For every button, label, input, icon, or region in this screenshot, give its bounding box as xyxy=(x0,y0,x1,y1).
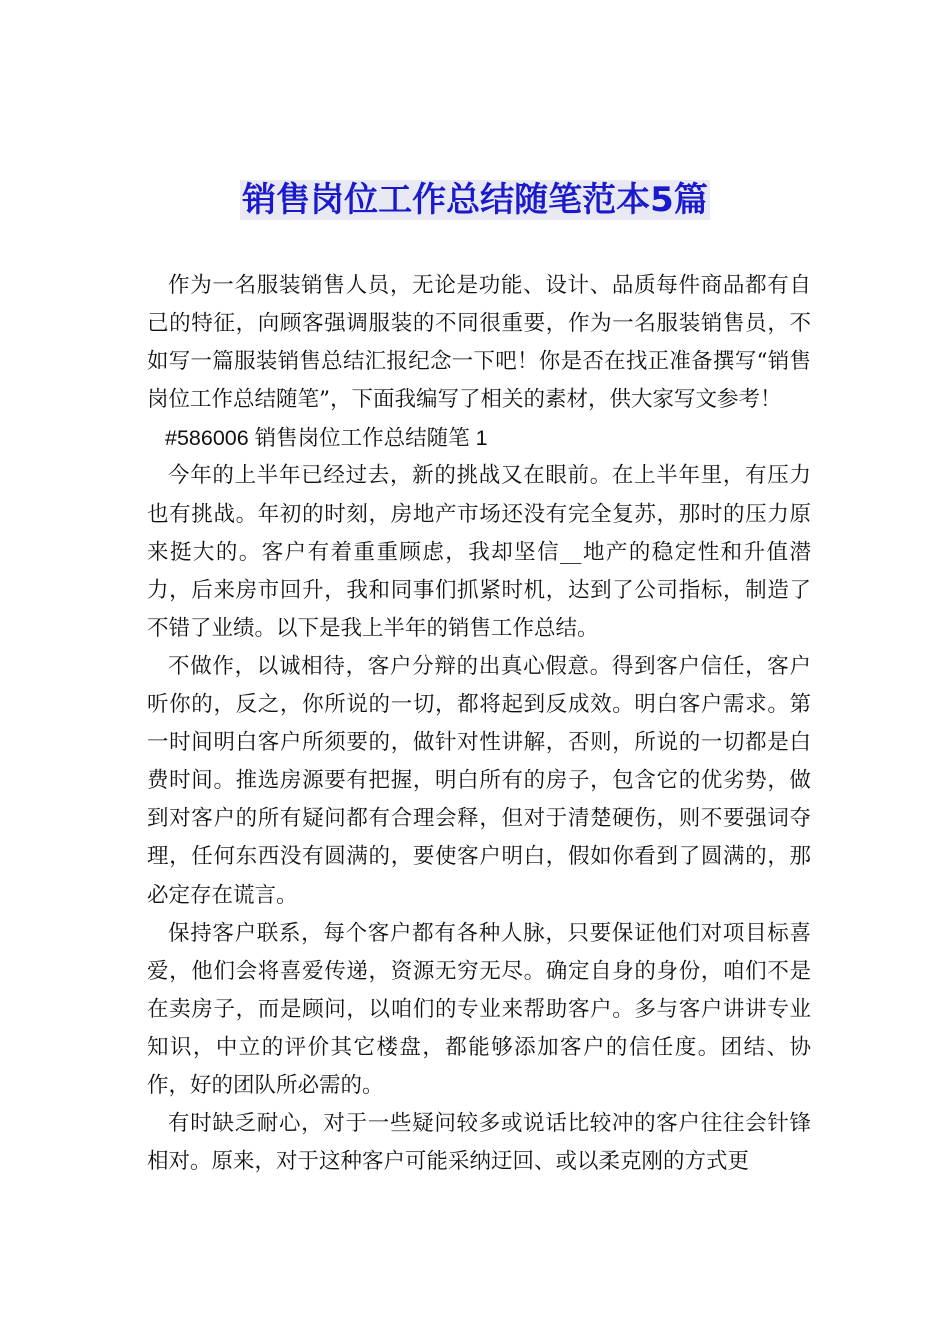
body-paragraph: 有时缺乏耐心，对于一些疑问较多或说话比较冲的客户往往会针锋相对。原来，对于这种客户可能采纳迂回、或以柔克刚的方式更 xyxy=(147,1111,811,1175)
document-title xyxy=(0,176,950,224)
section-heading: #586006 销售岗位工作总结随笔 1 xyxy=(165,426,488,451)
body-paragraph: 保持客户联系，每个客户都有各种人脉，只要保证他们对项目标喜爱，他们会将喜爱传递，资源无穷无尽。确定自身的身份，咱们不是在卖房子，而是顾问，以咱们的专业来帮助客户。多与客户讲讲专业知识，中立的评价其它楼盘，都能够添加客户的信任度。团结、协作，好的团队所必需的。 xyxy=(147,920,811,1098)
body-paragraph: 今年的上半年已经过去，新的挑战又在眼前。在上半年里，有压力也有挑战。年初的时刻，房地产市场还没有完全复苏，那时的压力原来挺大的。客户有着重重顾虑，我却坚信__地产的稳定性和升值潜力，后来房市回升，我和同事们抓紧时机，达到了公司指标，制造了不错了业绩。以下是我上半年的销售工作总结。 xyxy=(147,463,811,641)
document-title-text: 销售岗位工作总结随笔范本5篇 xyxy=(242,180,708,220)
document-body xyxy=(147,267,811,1181)
body-paragraph: 不做作，以诚相待，客户分辩的出真心假意。得到客户信任，客户听你的，反之，你所说的一切，都将起到反成效。明白客户需求。第一时间明白客户所须要的，做针对性讲解，否则，所说的一切都是白费时间。推选房源要有把握，明白所有的房子，包含它的优劣势，做到对客户的所有疑问都有合理会释，但对于清楚硬伤，则不要强词夺理，任何东西没有圆满的，要使客户明白，假如你看到了圆满的，那必定存在谎言。 xyxy=(147,653,811,908)
intro-paragraph: 作为一名服装销售人员，无论是功能、设计、品质每件商品都有自己的特征，向顾客强调服装的不同很重要，作为一名服装销售员，不如写一篇服装销售总结汇报纪念一下吧！你是否在找正准备撰写“销售岗位工作总结随笔”，下面我编写了相关的素材，供大家写文参考！ xyxy=(147,273,811,413)
